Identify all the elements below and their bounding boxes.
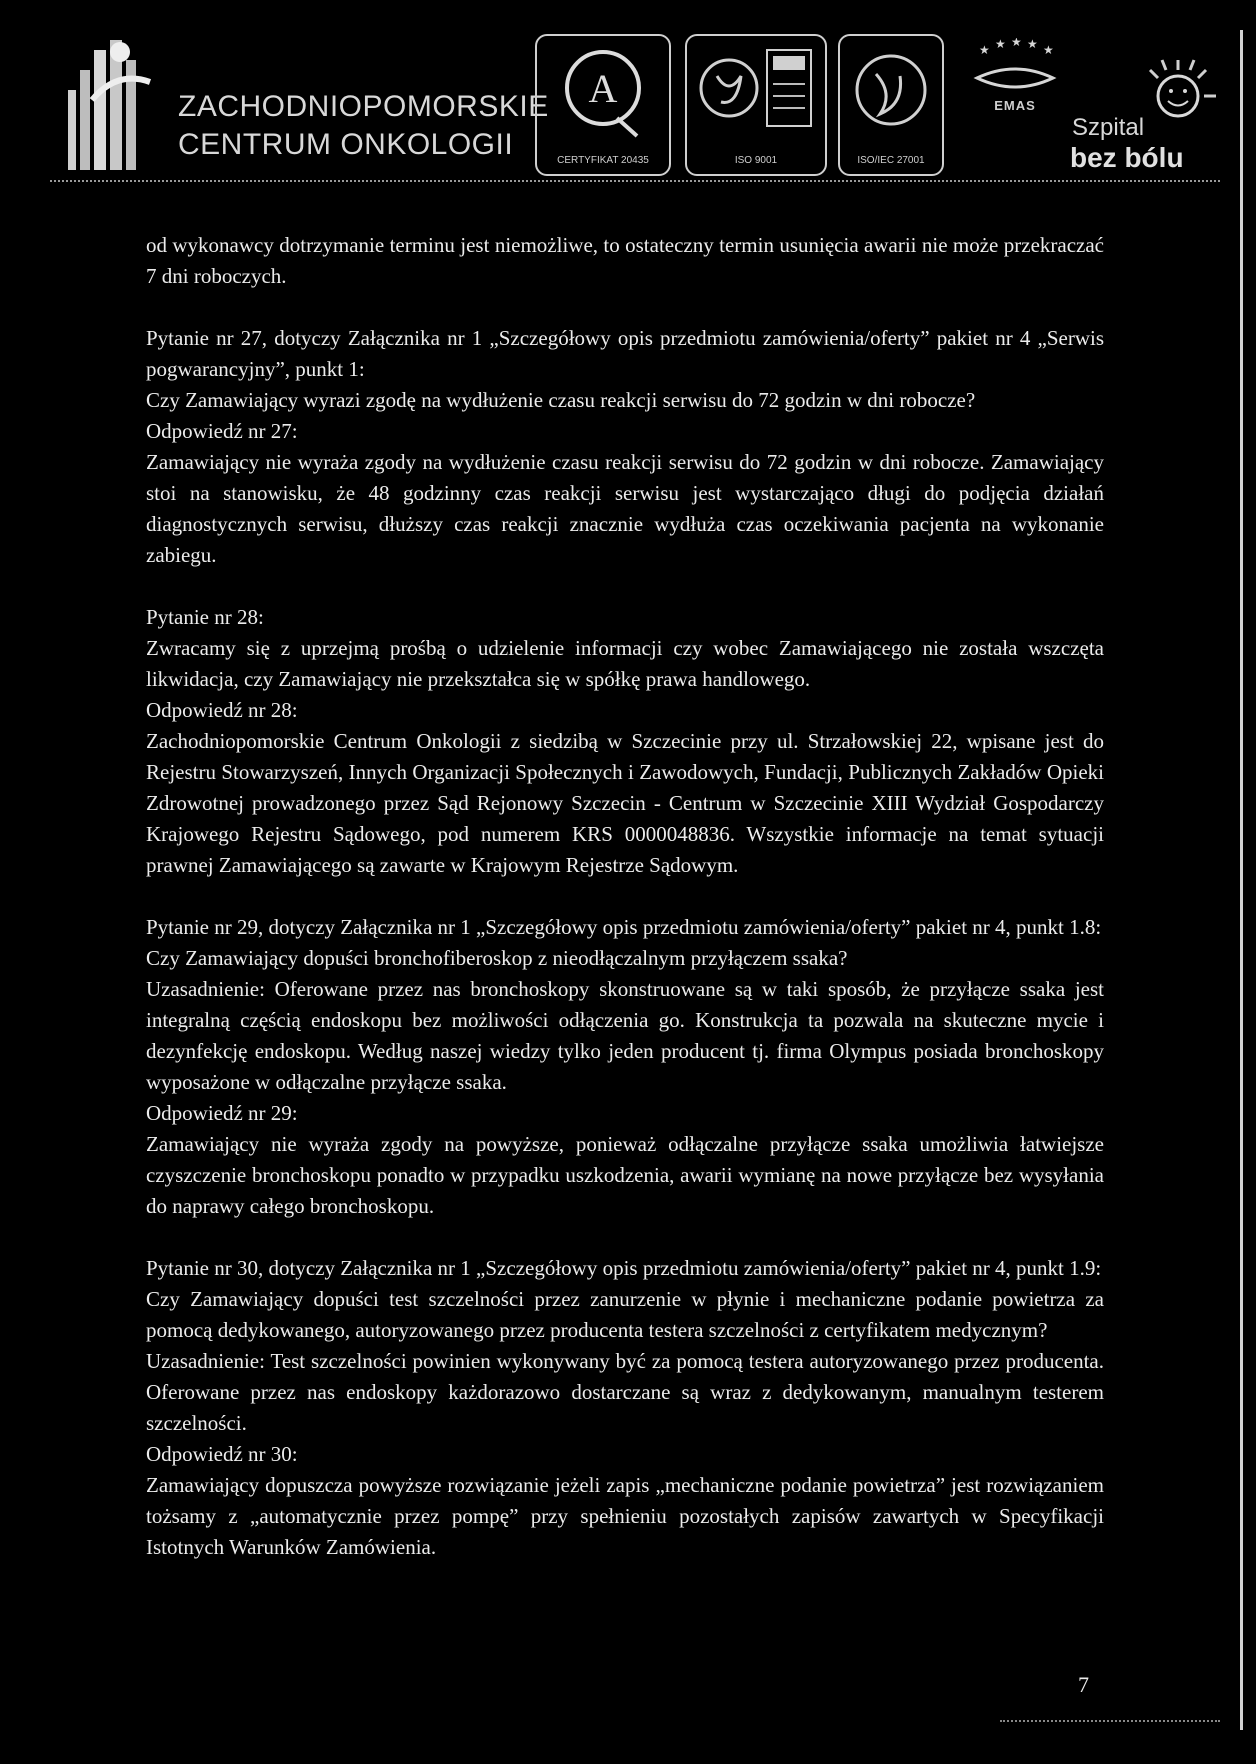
svg-text:★: ★: [1011, 38, 1022, 49]
certificate-caption: ISO/IEC 27001: [857, 155, 925, 166]
organization-name-line2: CENTRUM ONKOLOGII: [178, 128, 514, 161]
iso-certificate-badge: [685, 34, 827, 176]
paragraph-gap: [146, 571, 1104, 602]
answer-text: Zachodniopomorskie Centrum Onkologii z siedzibą w Szczecinie przy ul. Strzałowskiej 22, wpisane jest do Rejestru Stowarzyszeń, Innych Organizacji Społecznych i Zawodowych, Fundacji, Publicznych Zakładów Opieki Zdrowotnej prowadzonego przez Sąd Rejonowy Szczecin - Centrum w Szczecinie XIII Wydział Gospodarczy Krajowego Rejestru Sądowego, pod numerem KRS 0000048836. Wszystkie informacje na temat sytuacji prawnej Zamawiającego są zawarte w Krajowym Rejestrze Sądowym.: [146, 729, 1104, 877]
badge-text-line2: bez bólu: [1070, 142, 1184, 173]
question-text: Czy Zamawiający dopuści test szczelności przez zanurzenie w płynie i mechaniczne podanie powietrza za pomocą dedykowanego, autoryzowanego przez producenta testera szczelności z certyfikatem medycznym?: [146, 1287, 1104, 1342]
question-text: Czy Zamawiający dopuści bronchofiberoskop z nieodłączalnym przyłączem ssaka?: [146, 946, 848, 970]
answer-heading: Odpowiedź nr 30:: [146, 1442, 298, 1466]
certification-seal-icon: [840, 36, 942, 146]
quality-certificate-badge: [535, 34, 671, 176]
quality-q-icon: [537, 36, 669, 146]
emas-label: EMAS: [994, 98, 1036, 113]
answer-text: Zamawiający nie wyraża zgody na powyższe, ponieważ odłączalne przyłącze ssaka umożliwia łatwiejsze czyszczenie bronchoskopu ponadto w przypadku uszkodzenia, awarii wymianę na nowe przyłącze bez wysyłania do naprawy całego bronchoskopu.: [146, 1132, 1104, 1218]
answer-heading: Odpowiedź nr 29:: [146, 1101, 298, 1125]
paragraph-gap: [146, 881, 1104, 912]
justification-text: Uzasadnienie: Oferowane przez nas bronchoskopy skonstruowane są w taki sposób, że przyłącze ssaka jest integralną częścią endoskopu bez możliwości odłączenia go. Konstrukcja ta pozwala na skuteczne mycie i dezynfekcję endoskopu. Według naszej wiedzy tylko jeden producent tj. firma Olympus posiada bronchoskopy wyposażone w odłączalne przyłącze ssaka.: [146, 977, 1104, 1094]
answer-heading: Odpowiedź nr 27:: [146, 419, 298, 443]
eu-stars-icon: [955, 38, 1075, 98]
answer-text: Zamawiający nie wyraża zgody na wydłużenie czasu reakcji serwisu do 72 godzin w dni robocze. Zamawiający stoi na stanowisku, że 48 godzinny czas reakcji serwisu jest wystarczająco długi do podjęcia działań diagnostycznych serwisu, dłuższy czas reakcji znacznie wydłuża czas oczekiwania pacjenta na wykonanie zabiegu.: [146, 450, 1104, 567]
information-security-certificate-badge: [838, 34, 944, 176]
answer-heading: Odpowiedź nr 28:: [146, 698, 298, 722]
question-heading: Pytanie nr 30, dotyczy Załącznika nr 1 „Szczegółowy opis przedmiotu zamówienia/oferty” pakiet nr 4, punkt 1.9:: [146, 1256, 1102, 1280]
certificate-caption: ISO 9001: [734, 155, 778, 166]
organization-logo-icon: [62, 30, 162, 175]
emas-badge: [955, 38, 1075, 174]
svg-text:A: A: [588, 66, 618, 111]
certificate-caption: CERTYFIKAT 20435: [557, 155, 649, 166]
answer-text: Zamawiający dopuszcza powyższe rozwiązanie jeżeli zapis „mechaniczne podanie powietrza” jest rozwiązaniem tożsamy z „automatycznie przez pompę” przy spełnieniu pozostałych zapisów zawartych w Specyfikacji Istotnych Warunków Zamówienia.: [146, 1473, 1104, 1559]
question-text: Czy Zamawiający wyrazi zgodę na wydłużenie czasu reakcji serwisu do 72 godzin w dni robocze?: [146, 388, 976, 412]
letterhead: [0, 0, 1256, 180]
svg-text:★: ★: [995, 38, 1006, 51]
header-divider: [50, 180, 1220, 182]
question-heading: Pytanie nr 28:: [146, 605, 264, 629]
certification-seal-icon: [687, 36, 825, 146]
svg-text:★: ★: [1043, 43, 1054, 57]
paragraph: od wykonawcy dotrzymanie terminu jest niemożliwe, to ostateczny termin usunięcia awarii nie może przekraczać 7 dni roboczych.: [146, 233, 1104, 288]
paragraph-gap: [146, 1222, 1104, 1253]
pain-free-hospital-badge: [1070, 56, 1220, 176]
page-number: 7: [1078, 1672, 1089, 1697]
footer-divider: [1000, 1720, 1220, 1722]
paragraph-gap: [146, 292, 1104, 323]
question-heading: Pytanie nr 29, dotyczy Załącznika nr 1 „Szczegółowy opis przedmiotu zamówienia/oferty” pakiet nr 4, punkt 1.8:: [146, 915, 1102, 939]
document-body: [146, 230, 1104, 1563]
badge-text-line1: Szpital: [1072, 114, 1145, 141]
justification-text: Uzasadnienie: Test szczelności powinien wykonywany być za pomocą testera autoryzowanego przez producenta. Oferowane przez nas endoskopy każdorazowo dostarczane są wraz z dedykowanym, manualnym testerem szczelności.: [146, 1349, 1104, 1435]
scan-border-line: [1240, 30, 1243, 1730]
question-text: Zwracamy się z uprzejmą prośbą o udzielenie informacji czy wobec Zamawiającego nie została wszczęta likwidacja, czy Zamawiający nie przekształca się w spółkę prawa handlowego.: [146, 636, 1104, 691]
svg-text:★: ★: [979, 43, 990, 57]
svg-text:★: ★: [1027, 38, 1038, 51]
organization-name-line1: ZACHODNIOPOMORSKIE: [178, 90, 549, 123]
question-heading: Pytanie nr 27, dotyczy Załącznika nr 1 „Szczegółowy opis przedmiotu zamówienia/oferty” pakiet nr 4 „Serwis pogwarancyjny”, punkt 1:: [146, 326, 1104, 381]
